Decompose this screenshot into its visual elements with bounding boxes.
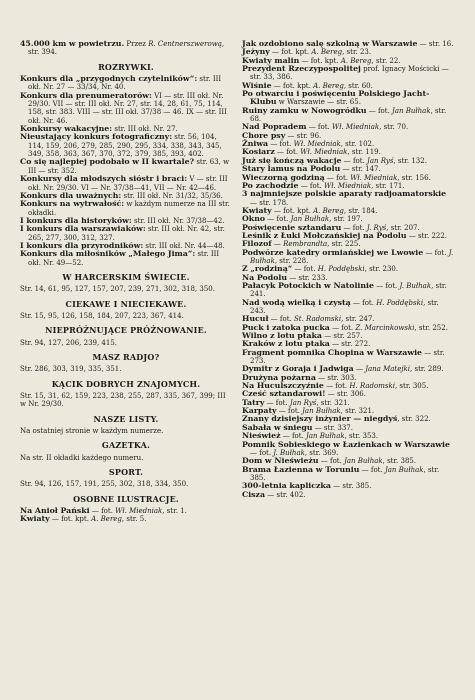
entry-author: Wł. Miedniak [300, 148, 348, 157]
entry-reference: — [353, 365, 366, 374]
entry-author: Jan Bułhak [392, 106, 431, 115]
entry-reference: — fot. [274, 148, 301, 157]
index-column-left [20, 40, 232, 694]
entry-page: , str. 353. [344, 432, 379, 441]
entry-page: , str. 70. [379, 123, 409, 132]
entry-page: , str. 197. [329, 215, 363, 224]
entry-title: Fragment pomnika Chopina w Warszawie [242, 347, 422, 357]
entry-reference: — fot. [366, 106, 393, 115]
entry-author: H. Poddębski [376, 298, 424, 307]
entry-title: Kosiarz [242, 147, 275, 157]
index-entry [242, 232, 454, 240]
entry-author: Jan Bułhak [290, 215, 330, 224]
entry-page: , str. 385. [250, 465, 440, 482]
entry-title: Brama Łazienna w Toruniu [242, 464, 360, 474]
entry-author: R. Centnerszwerową [148, 40, 222, 48]
entry-title: Nad Popradem [242, 122, 307, 132]
entry-title: 300-letnia kapliczka [242, 481, 331, 491]
entry-author: J. Bułhak [399, 281, 432, 290]
entry-author: Wł. Miedniak [332, 123, 380, 132]
entry-page: , str. 60. [343, 81, 373, 90]
entry-reference: — str. 303. [315, 373, 357, 382]
entry-reference: — fot. [324, 173, 351, 182]
entry-title: Leśnik z Łuki Mołczańskiej na Podolu [242, 230, 407, 240]
entry-author: Jan Bułhak [306, 432, 345, 441]
entry-author: H. Poddębski [317, 265, 365, 274]
entry-page: , str. 207. [386, 223, 420, 232]
entry-title: Kwiaty [20, 514, 50, 524]
section-heading: SPORT. [108, 467, 144, 478]
index-entry [242, 65, 454, 82]
entry-title: Cześć sztandarowi! [242, 389, 326, 399]
index-column-right [242, 40, 454, 694]
section-text [20, 365, 232, 373]
entry-reference: str. III okł. Nr. 27. [112, 125, 178, 134]
entry-page: , str. 102. [340, 140, 375, 149]
index-entry [242, 132, 454, 140]
entry-author: A. Bereg [313, 81, 344, 90]
entry-title: Konkursy wakacyjne: [20, 124, 113, 134]
entry-title: I konkurs dla warszawiaków: [20, 224, 146, 234]
entry-page: , str. 171. [371, 181, 405, 190]
entry-title: Na Huculszczyźnie [242, 381, 324, 391]
entry-page: , str. 394. [28, 40, 225, 57]
entry-page: , str. 184. [343, 206, 378, 215]
entry-author: J. Ryś [366, 223, 387, 232]
entry-reference: — fot. [268, 315, 294, 324]
index-entry [20, 250, 232, 267]
entry-title: Z „rodziną“ [242, 264, 293, 274]
entry-reference: — fot. kpt. [49, 515, 92, 524]
index-entry [20, 158, 232, 175]
index-entry [242, 466, 454, 483]
entry-title: Konkurs na wytrwałość: [20, 199, 125, 209]
entry-title: Na Podolu [242, 272, 288, 282]
index-entry [20, 515, 232, 523]
entry-reference: w każdym numerze na III str. okładki. [28, 200, 230, 217]
entry-reference: — fot. [329, 323, 356, 332]
entry-title: Konkursy dla młodszych sióstr i braci: [20, 174, 188, 184]
index-entry [242, 482, 454, 490]
entry-title: Wieczorną godziną [242, 172, 325, 182]
entry-reference: str. III okł. Nr. 42, str. 265, 277, 300, 312, 327. [28, 225, 225, 242]
entry-title: I konkurs dla przyrodników: [20, 240, 144, 250]
entry-page: , str. 23. [342, 48, 372, 57]
entry-title: Wilno z lotu ptaka [242, 331, 322, 341]
section-text [20, 339, 232, 347]
entry-reference: — fot. [265, 215, 291, 224]
entry-title: Żniwa [242, 139, 269, 149]
entry-author: Rembrandta [283, 240, 328, 249]
index-entry [242, 441, 454, 458]
section-heading: KĄCIK DOBRYCH ZNAJOMYCH. [51, 378, 201, 389]
entry-reference: — str. 272. [329, 340, 371, 349]
entry-title: Na Anioł Pański [20, 506, 90, 516]
entry-reference: — fot. [350, 298, 377, 307]
entry-title: Pomnik Sobieskiego w Łazienkach w Warszawie [242, 439, 450, 449]
index-entry [242, 299, 454, 316]
entry-reference: — fot. [268, 140, 294, 149]
entry-title: Nieśwież [242, 431, 281, 441]
entry-reference: str. III okł. Nr. 31/32, 35/36. [121, 191, 223, 200]
entry-reference: str. III okł. Nr. 44—48. [143, 241, 225, 250]
entry-title: Pałacyk Potockich w Natolinie [242, 280, 374, 290]
entry-title: Okno [242, 214, 266, 224]
entry-reference: — str. 147. [340, 165, 381, 174]
entry-reference: — fot. kpt. [271, 206, 314, 215]
index-entry [242, 282, 454, 299]
entry-title: Konkurs dla miłośników „Małego Jima“: [20, 249, 196, 259]
entry-reference: str. III okł. Nr. 37/38—42. [131, 216, 225, 225]
entry-author: Jan Ryś [289, 398, 317, 407]
entry-reference: Str. 14, 61, 95, 127, 157, 207, 239, 271, 302, 318, 350. [20, 285, 215, 294]
entry-reference: — fot. [318, 457, 345, 466]
entry-title: Cisza [242, 489, 266, 499]
index-entry [20, 92, 232, 125]
section-heading: GAZETKA. [101, 440, 151, 451]
index-entry [242, 190, 454, 207]
entry-author: Jan Bułhak [302, 407, 341, 416]
entry-author: A. Bereg [313, 206, 344, 215]
index-entry [20, 175, 232, 192]
entry-author: J. Bułhak [273, 448, 305, 457]
entry-reference: str. 63, w III — str. 352. [28, 158, 230, 175]
index-entry [242, 107, 454, 124]
entry-title: Chore psy [242, 130, 286, 140]
index-entry [20, 40, 232, 57]
entry-title: Dymitr z Goraja i Jadwiga [242, 364, 354, 374]
entry-reference: — fot. [373, 281, 400, 290]
entry-page: , str. 68. [250, 106, 447, 124]
entry-reference: str. III okł. Nr. 49—52. [28, 250, 220, 267]
entry-author: A. Bereg [311, 48, 343, 57]
entry-page: , str. 5. [121, 515, 147, 524]
section-heading: CIEKAWE I NIECIEKAWE. [65, 298, 187, 309]
entry-reference: — str. 96. [285, 131, 322, 140]
entry-title: Jak ozdobiono salę szkolną w Warszawie [242, 39, 418, 48]
section-heading: ROZRYWKI. [98, 61, 154, 72]
entry-author: Jan Bułhak [384, 465, 424, 474]
index-entry [20, 133, 232, 158]
entry-reference: — fot. [250, 448, 274, 457]
entry-page: , str. 119. [347, 148, 381, 157]
entry-title: Co się najlepiej podobało w II kwartale? [20, 157, 195, 167]
entry-author: H. Radomski [349, 382, 395, 391]
entry-page: , str. 156. [397, 173, 431, 182]
entry-reference: — [271, 240, 284, 249]
entry-reference: — fot. [306, 123, 333, 132]
entry-reference: — fot. kpt. [269, 48, 312, 57]
entry-title: Jeżyny [242, 47, 270, 57]
entry-title: Puck i zatoka pucka [242, 322, 330, 332]
entry-title: Kraków z lotu ptaka [242, 339, 330, 349]
entry-page: , str. 228. [274, 256, 309, 265]
index-entry [242, 249, 454, 266]
entry-title: Kwiaty [242, 205, 272, 215]
entry-reference: — fot. [292, 265, 318, 274]
entry-reference: — fot. kpt. [271, 81, 314, 90]
entry-page: , str. 321. [316, 398, 350, 407]
entry-reference: — str. 337. [312, 423, 353, 432]
entry-reference: — str. 257. [321, 332, 363, 341]
entry-title: Drużyna pożarna [242, 372, 316, 382]
entry-page: , str. 321. [340, 407, 375, 416]
index-entry [20, 75, 232, 92]
entry-title: Konkurs dla prenumeratorów: [20, 90, 152, 100]
entry-reference: prof. Ignacy Mościcki — str. 33, 386. [250, 65, 449, 82]
entry-author: Wł. Miedniak [115, 507, 163, 516]
index-entry [242, 349, 454, 366]
entry-reference: Str. 15, 95, 126, 158, 184, 207, 223, 367, 414. [20, 311, 184, 320]
entry-reference: VI — str. III okł. Nr. 29/30. VII — str. III okł. Nr. 27, str. 14, 28, 61, 75, 114, 158, str. 383. VIII — str. III okł. 37/38 — 46. IX — str. III okł. Nr. 46. [28, 91, 227, 125]
entry-reference: — str. 222. [406, 231, 448, 240]
entry-page: , str. 22. [371, 56, 401, 65]
entry-reference: Na str. II okładki każdego numeru. [20, 453, 144, 462]
entry-page: , str. 230. [364, 265, 399, 274]
entry-reference: Str. 94, 126, 157, 191, 255, 302, 318, 334, 350. [20, 480, 189, 489]
entry-reference: — str. 306. [325, 390, 366, 399]
section-text [20, 454, 232, 462]
entry-title: Podwórze katedry ormiańskiej we Lwowie [242, 247, 424, 257]
entry-reference: V — str. III okł. Nr. 29/30. VI — Nr. 37/38—41, VII — Nr. 42—46. [28, 175, 228, 192]
entry-title: Nieustający konkurs fotograficzny: [20, 132, 173, 142]
entry-reference: — fot. kpt. [299, 56, 341, 65]
entry-page: , str. 385. [382, 457, 417, 466]
entry-page: , str. 289. [410, 365, 444, 374]
entry-author: A. Bereg [340, 56, 372, 65]
section-text [20, 312, 232, 320]
entry-reference: Str. 94, 127, 206, 239, 415. [20, 338, 118, 347]
section-text [20, 427, 232, 435]
entry-page: , str. 241. [250, 281, 447, 299]
entry-reference: — str. 233. [287, 273, 328, 282]
entry-reference: Str. 286, 303, 319, 335, 351. [20, 365, 122, 374]
section-text [20, 480, 232, 488]
entry-reference: — fot. [423, 248, 449, 257]
entry-title: Filozof [242, 239, 272, 249]
entry-author: St. Radomski [293, 315, 342, 324]
entry-author: Wł. Miedniak [350, 173, 398, 182]
entry-reference: Przez [124, 40, 149, 48]
entry-title: Poświęcenie sztandaru [242, 222, 342, 232]
entry-author: Wł. Miedniak [324, 181, 372, 190]
entry-title: Hucuł [242, 314, 269, 324]
entry-author: Jana Matejki [365, 365, 411, 374]
entry-reference: — fot. [341, 156, 368, 165]
entry-reference: — str. 273. [250, 348, 445, 366]
entry-reference: — fot. [298, 181, 324, 190]
entry-reference: — fot. [276, 407, 303, 416]
entry-reference: — fot. [89, 507, 116, 516]
section-heading: NIEPRÓŻNUJĄCE PRÓŻNOWANIE. [45, 325, 207, 336]
entry-title: Kwiaty malin [242, 55, 300, 65]
entry-title: Sabała w śniegu [242, 422, 313, 432]
entry-title: Konkurs dla „przygodnych czytelników“: [20, 74, 198, 84]
index-entry [20, 225, 232, 242]
entry-title: Karpaty [242, 406, 277, 416]
index-entry [242, 207, 454, 215]
entry-reference: Na ostatniej stronie w każdym numerze. [20, 427, 164, 436]
entry-page: , str. 132. [393, 156, 427, 165]
entry-reference: — fot. [264, 398, 290, 407]
index-entry [20, 200, 232, 217]
entry-reference: — str. 402. [265, 490, 306, 499]
entry-reference: — str. 178. [250, 198, 289, 207]
entry-title: 3 najmniejsze polskie aparaty radjoamatorskie [242, 189, 447, 199]
entry-reference: str. 56, 104, 114, 159, 206, 279, 285, 290, 295, 334, 338, 343, 345, 349, 358, 363, 367, 370, 372, 379, 385, 393, 402. [28, 133, 222, 159]
entry-author: Jan Bułhak [344, 457, 383, 466]
entry-reference: str. III okł. Nr. 27 — 33/34, Nr. 40. [28, 75, 222, 92]
entry-title: Ruiny zamku w Nowogródku [242, 105, 367, 115]
entry-page: , str. 243. [250, 298, 439, 315]
entry-reference: — fot. [341, 223, 367, 232]
entry-title: Stary lamus na Podolu [242, 164, 341, 174]
section-heading: NASZE LISTY. [93, 413, 159, 424]
entry-author: Wł. Miedniak [293, 140, 341, 149]
entry-title: Nad wodą wielką i czystą [242, 297, 351, 307]
entry-page: , str. 247. [341, 315, 375, 324]
entry-title: Dom w Nieświeżu [242, 456, 319, 466]
entry-reference: — fot. [359, 465, 385, 474]
entry-reference: w Warszawie — str. 65. [276, 98, 361, 107]
section-heading: MASZ RADJO? [92, 352, 160, 362]
entry-reference: — fot. [323, 382, 350, 391]
entry-title: Po zachodzie [242, 180, 299, 190]
entry-author: J. Bułhak [250, 248, 454, 265]
entry-title: Znany dzisiejszy inżynier — niegdyś [242, 414, 398, 424]
index-entry [242, 491, 454, 499]
entry-author: A. Bereg [91, 515, 122, 524]
entry-reference: Str. 15, 31, 62, 159, 223, 238, 255, 287, 335, 367, 399; III w Nr. 29/30. [20, 392, 226, 409]
entry-title: Tatry [242, 397, 265, 407]
entry-title: Już się kończą wakacje [242, 155, 342, 165]
entry-author: Z. Marcinkowski [355, 323, 415, 332]
entry-title: 45.000 km w powietrzu. [20, 39, 125, 48]
entry-author: Jan Ryś [367, 156, 394, 165]
section-heading: W HARCERSKIM ŚWIECIE. [62, 271, 190, 282]
entry-page: , str. 1. [162, 507, 187, 516]
entry-page: , str. 225. [327, 240, 361, 249]
entry-reference: — str. 16. [417, 40, 454, 48]
section-text [20, 392, 232, 409]
entry-title: Konkurs dla uważnych: [20, 190, 122, 200]
entry-title: Prezydent Rzeczypospolitej [242, 64, 361, 74]
entry-page: , str. 305. [394, 382, 429, 391]
entry-title: Wiśnie [242, 80, 272, 90]
index-entry [242, 90, 454, 107]
entry-page: , str. 252. [414, 323, 448, 332]
entry-page: , str. 369. [304, 448, 339, 457]
entry-reference: — str. 385. [330, 482, 372, 491]
section-heading: OSOBNE ILUSTRACJE. [73, 493, 179, 504]
section-text [20, 285, 232, 293]
entry-title: I konkurs dla historyków: [20, 215, 132, 225]
entry-reference: — fot. [280, 432, 307, 441]
entry-title: Po otwarciu i poświęceniu Polskiego Jacht-Klubu [242, 89, 430, 107]
index-entry [242, 390, 454, 398]
entry-reference: , str. 322. [397, 415, 431, 424]
